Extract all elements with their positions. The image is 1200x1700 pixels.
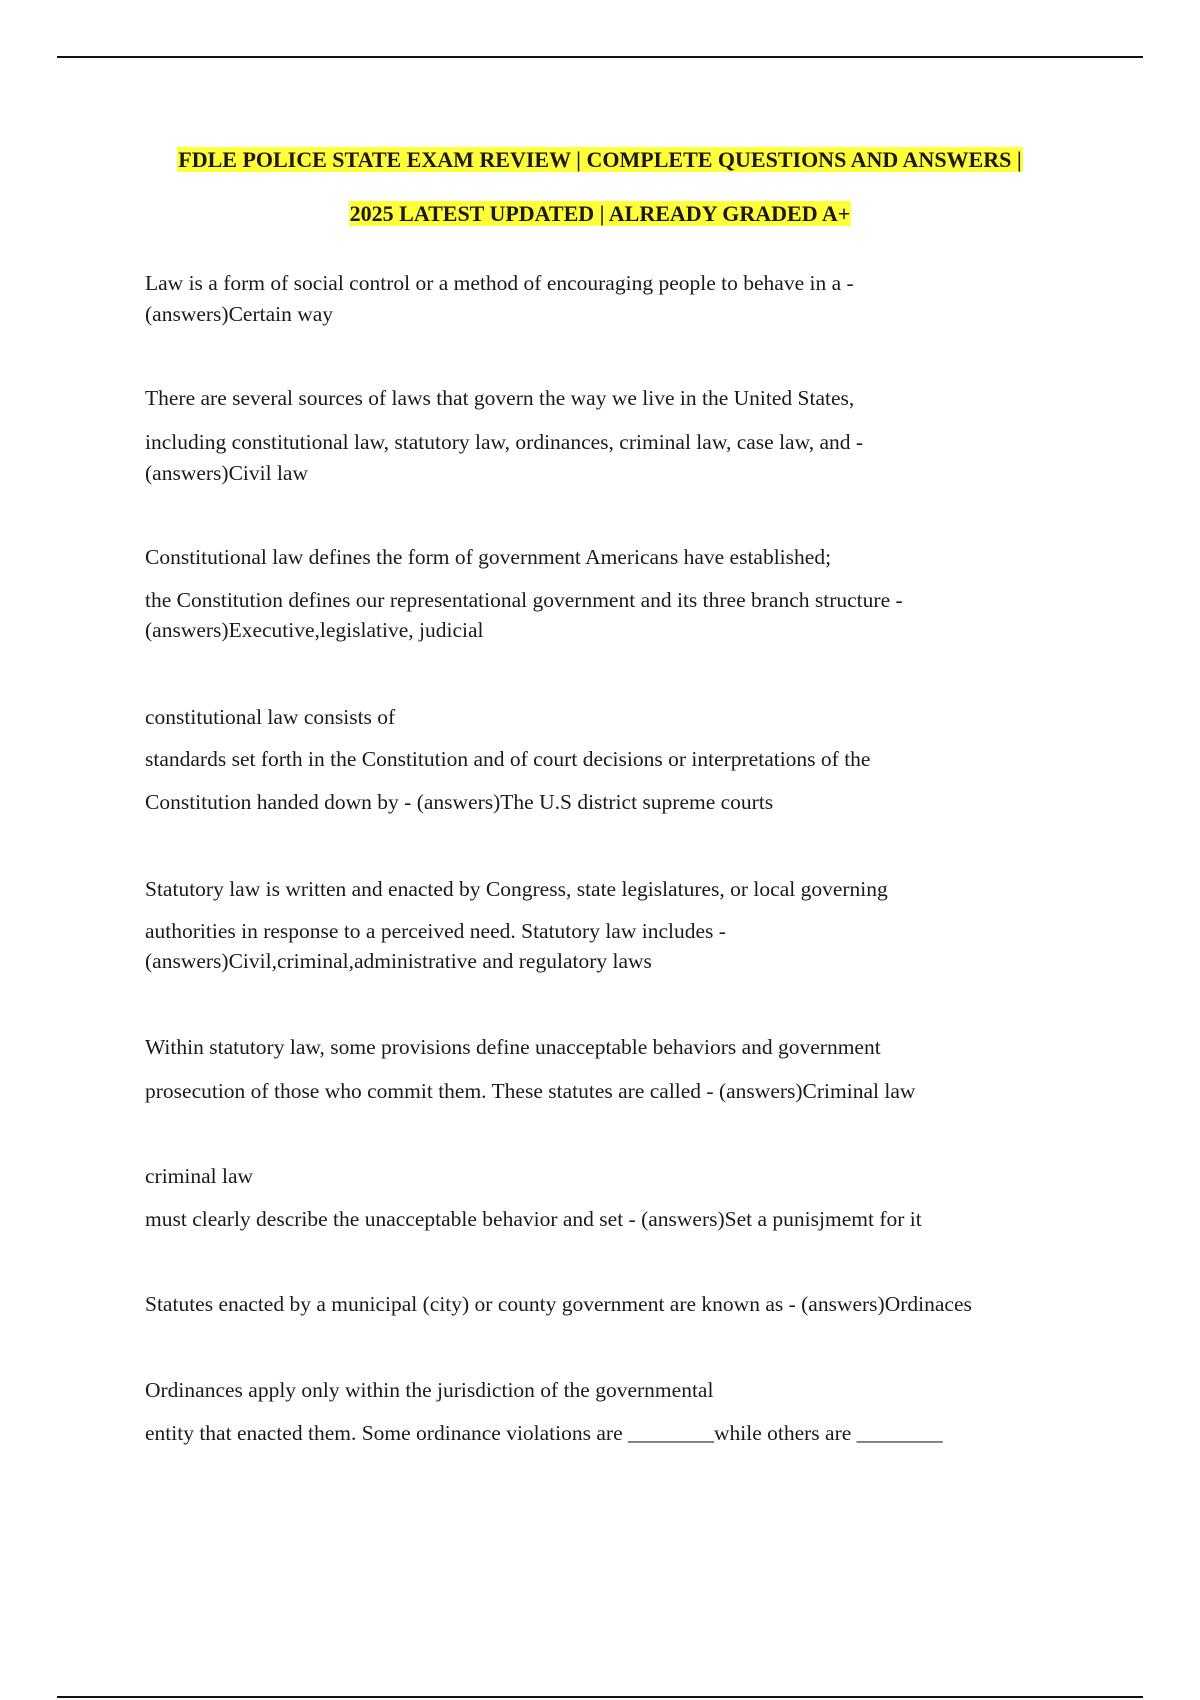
item-6-line-1: Within statutory law, some provisions define unacceptable behaviors and government [145, 1035, 881, 1059]
item-2-line-3: (answers)Civil law [145, 461, 309, 485]
title-highlight-2: 2025 LATEST UPDATED | ALREADY GRADED A+ [349, 201, 851, 226]
document-title-line-1 [0, 147, 1200, 173]
item-4-line-2: standards set forth in the Constitution and of court decisions or interpretations of the [145, 747, 871, 771]
top-rule [57, 56, 1143, 58]
item-2-line-2: including constitutional law, statutory law, ordinances, criminal law, case law, and - [145, 430, 864, 454]
item-5-line-3: (answers)Civil,criminal,administrative and regulatory laws [145, 949, 652, 973]
item-4-line-3: Constitution handed down by - (answers)The U.S district supreme courts [145, 790, 774, 814]
item-5-line-1: Statutory law is written and enacted by Congress, state legislatures, or local governing [145, 877, 888, 901]
item-2-line-1: There are several sources of laws that govern the way we live in the United States, [145, 386, 855, 410]
item-9-line-1: Ordinances apply only within the jurisdiction of the governmental [145, 1378, 714, 1402]
item-5-line-2: authorities in response to a perceived need. Statutory law includes - [145, 919, 726, 943]
item-3-line-2: the Constitution defines our representational government and its three branch structure - [145, 588, 903, 612]
item-7-line-1: criminal law [145, 1164, 254, 1188]
document-title-line-2 [0, 201, 1200, 227]
item-1-line-2: (answers)Certain way [145, 302, 334, 326]
item-9-line-2: entity that enacted them. Some ordinance violations are ________while others are ________ [145, 1421, 943, 1445]
item-8-line-1: Statutes enacted by a municipal (city) or county government are known as - (answers)Ordinaces [145, 1292, 972, 1316]
item-7-line-2: must clearly describe the unacceptable behavior and set - (answers)Set a punisjmemt for it [145, 1207, 922, 1231]
item-1-line-1: Law is a form of social control or a method of encouraging people to behave in a - [145, 271, 854, 295]
title-highlight-1: FDLE POLICE STATE EXAM REVIEW | COMPLETE QUESTIONS AND ANSWERS | [178, 147, 1022, 172]
item-3-line-1: Constitutional law defines the form of government Americans have established; [145, 545, 832, 569]
item-4-line-1: constitutional law consists of [145, 705, 396, 729]
item-3-line-3: (answers)Executive,legislative, judicial [145, 618, 484, 642]
bottom-rule [57, 1696, 1143, 1698]
item-6-line-2: prosecution of those who commit them. These statutes are called - (answers)Criminal law [145, 1079, 916, 1103]
